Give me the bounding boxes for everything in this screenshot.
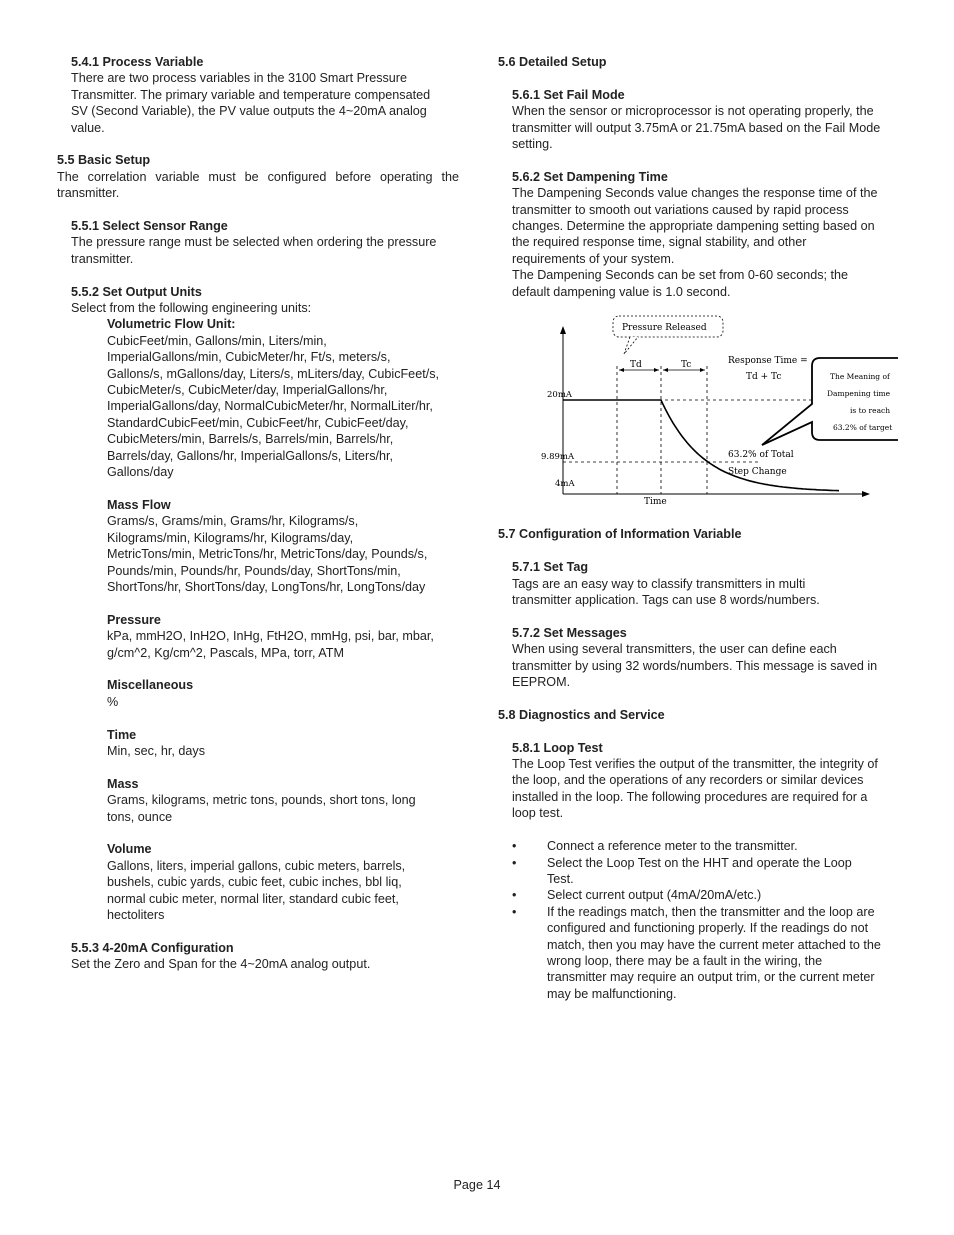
text-line: setting. <box>512 137 553 152</box>
list-item <box>512 838 900 854</box>
unit-group-time <box>107 727 459 760</box>
pressure-released-pointer <box>624 337 638 354</box>
section-5-7-1-body <box>512 576 900 609</box>
text-line: Gallons/day <box>107 465 174 480</box>
y-axis-arrow <box>560 326 566 334</box>
text-line: Transmitter. The primary variable and temperature compensated <box>71 87 431 102</box>
bullet-glyph: • <box>512 855 517 870</box>
text-line: The Loop Test verifies the output of the transmitter, the integrity of <box>512 757 878 772</box>
section-5-6-1-body <box>512 103 900 152</box>
text-line: transmitter application. Tags can use 8 words/numbers. <box>512 593 820 608</box>
section-5-5-1-title: 5.5.1 Select Sensor Range <box>71 219 228 234</box>
text-line: Test. <box>547 871 574 886</box>
text-line: CubicMeter/s, CubicMeter/day, ImperialGallons/hr, <box>107 383 388 398</box>
section-5-5-3-title: 5.5.3 4-20mA Configuration <box>71 940 234 955</box>
unit-group-title: Volume <box>107 842 152 857</box>
section-5-5-title: 5.5 Basic Setup <box>57 153 151 168</box>
section-5-5-3-body: Set the Zero and Span for the 4~20mA analog output. <box>71 957 371 972</box>
text-line: default dampening value is 1.0 second. <box>512 284 731 299</box>
right-column <box>498 54 900 1002</box>
unit-group-title: Mass Flow <box>107 497 171 512</box>
text-line: Grams, kilograms, metric tons, pounds, short tons, long <box>107 793 416 808</box>
y-label-20ma: 20mA <box>547 390 573 401</box>
text-line: requirements of your system. <box>512 251 675 266</box>
text-line: transmitter to smooth out variations caused by rapid process <box>512 202 849 217</box>
unit-group-title: Volumetric Flow Unit: <box>107 317 236 332</box>
text-line: wrong loop, there may be a fault in the wiring, the <box>547 953 823 968</box>
section-5-5-body: The correlation variable must be configured before operating the transmitter. <box>57 169 459 201</box>
x-axis-arrow <box>862 491 870 497</box>
section-5-6-2-title: 5.6.2 Set Dampening Time <box>512 169 668 184</box>
unit-group-miscellaneous <box>107 677 459 710</box>
text-line: loop test. <box>512 806 564 821</box>
y-label-4ma: 4mA <box>555 479 575 490</box>
section-5-6-2-body <box>512 185 900 300</box>
unit-group-mass-flow <box>107 497 459 595</box>
response-curve <box>563 400 839 491</box>
response-time-label: Response Time = <box>728 356 808 367</box>
text-line: transmitter will output 3.75mA or 21.75mA based on the Fail Mode <box>512 120 881 135</box>
text-line: Kilograms/min, Kilograms/hr, Kilograms/day, <box>107 530 354 545</box>
section-5-8-title: 5.8 Diagnostics and Service <box>498 707 665 722</box>
text-line: Min, sec, hr, days <box>107 743 205 758</box>
section-5-7-1-title: 5.7.1 Set Tag <box>512 560 589 575</box>
text-line: g/cm^2, Kg/cm^2, Pascals, MPa, torr, ATM <box>107 645 344 660</box>
text-line: % <box>107 694 119 709</box>
text-line: bushels, cubic yards, cubic feet, cubic inches, bbl liq, <box>107 875 402 890</box>
text-line: ShortTons/hr, ShortTons/day, LongTons/hr, LongTons/day <box>107 579 426 594</box>
text-line: transmitter by using 32 words/numbers. This message is saved in <box>512 658 878 673</box>
callout-line: is to reach <box>850 406 891 416</box>
text-line: CubicMeters/min, Barrels/s, Barrels/min, Barrels/hr, <box>107 432 394 447</box>
tc-arrow-head <box>700 368 705 372</box>
pressure-released-label: Pressure Released <box>622 323 707 334</box>
text-line: Barrels/day, Gallons/hr, ImperialGallons/s, Liters/hr, <box>107 448 394 463</box>
text-line: configured and functioning properly. If the readings do not <box>547 921 869 936</box>
text-line: The pressure range must be selected when ordering the pressure <box>71 235 437 250</box>
section-5-8-1-body <box>512 756 900 822</box>
bullet-glyph: • <box>512 888 517 903</box>
td-arrow-head <box>654 368 659 372</box>
section-5-8-1-title: 5.8.1 Loop Test <box>512 740 603 755</box>
callout-line: Dampening time <box>827 389 891 399</box>
step-change-label: Step Change <box>728 467 787 478</box>
section-5-7-title: 5.7 Configuration of Information Variable <box>498 527 742 542</box>
text-line: MetricTons/min, MetricTons/hr, MetricTons/day, Pounds/s, <box>107 547 428 562</box>
text-line: Select current output (4mA/20mA/etc.) <box>547 888 762 903</box>
unit-group-title: Time <box>107 727 137 742</box>
unit-group-volumetric-flow <box>107 316 459 480</box>
text-line: kPa, mmH2O, InH2O, InHg, FtH2O, mmHg, psi, bar, mbar, <box>107 629 434 644</box>
text-line: Grams/s, Grams/min, Grams/hr, Kilograms/s, <box>107 514 359 529</box>
text-line: Select the Loop Test on the HHT and operate the Loop <box>547 855 852 870</box>
x-label-time: Time <box>644 497 667 508</box>
section-5-5-2-title: 5.5.2 Set Output Units <box>71 284 202 299</box>
text-line: Gallons, liters, imperial gallons, cubic meters, barrels, <box>107 858 406 873</box>
text-line: match, then you may have the current meter attached to the <box>547 937 881 952</box>
section-5-7-2-title: 5.7.2 Set Messages <box>512 625 627 640</box>
text-line: the required response time, signal stability, and other <box>512 235 807 250</box>
bullet-glyph: • <box>512 904 517 919</box>
text-line: transmitter may require an output trim, or the current meter <box>547 970 875 985</box>
text-line: There are two process variables in the 3100 Smart Pressure <box>71 71 407 86</box>
text-line: tons, ounce <box>107 809 173 824</box>
text-line: When using several transmitters, the user can define each <box>512 642 837 657</box>
text-line: Pounds/min, Pounds/hr, Pounds/day, ShortTons/min, <box>107 563 401 578</box>
bullet-glyph: • <box>512 839 517 854</box>
tc-label: Tc <box>681 360 692 371</box>
callout-line: 63.2% of target <box>833 423 893 433</box>
unit-group-title: Miscellaneous <box>107 678 194 693</box>
unit-group-title: Mass <box>107 776 139 791</box>
unit-group-mass <box>107 776 459 825</box>
tc-arrow-head <box>663 368 668 372</box>
text-line: value. <box>71 120 105 135</box>
section-5-4-1-title: 5.4.1 Process Variable <box>71 55 204 69</box>
unit-group-title: Pressure <box>107 612 161 627</box>
text-line: EEPROM. <box>512 675 571 690</box>
section-5-6-1-title: 5.6.1 Set Fail Mode <box>512 87 625 102</box>
response-time-formula: Td + Tc <box>746 372 782 383</box>
text-line: Connect a reference meter to the transmitter. <box>547 839 798 854</box>
unit-group-pressure <box>107 612 459 661</box>
text-line: The Dampening Seconds value changes the response time of the <box>512 186 878 201</box>
list-item <box>512 887 900 903</box>
text-line: installed in the loop. The following procedures are required for a <box>512 789 868 804</box>
section-5-4-1-body <box>71 70 459 136</box>
text-line: transmitter. <box>71 251 134 266</box>
section-5-7-2-body <box>512 641 900 690</box>
text-line: may be malfunctioning. <box>547 986 677 1001</box>
text-line: If the readings match, then the transmitter and the loop are <box>547 904 875 919</box>
text-line: CubicFeet/min, Gallons/min, Liters/min, <box>107 333 327 348</box>
y-label-989ma: 9.89mA <box>541 452 575 463</box>
dampening-diagram <box>518 304 898 510</box>
pct-total-label: 63.2% of Total <box>728 450 794 461</box>
text-line: the loop, and the operations of any recorders or similar devices <box>512 773 864 788</box>
callout-line: The Meaning of <box>830 372 890 382</box>
td-arrow-head <box>619 368 624 372</box>
text-line: StandardCubicFeet/min, CubicFeet/hr, CubicFeet/day, <box>107 415 409 430</box>
left-column <box>57 54 459 973</box>
text-line: ImperialGallons/day, NormalCubicMeter/hr, NormalLiter/hr, <box>107 399 433 414</box>
page-number: Page 14 <box>453 1178 501 1192</box>
unit-group-volume <box>107 841 459 923</box>
text-line: hectoliters <box>107 907 165 922</box>
section-5-5-2-intro: Select from the following engineering units: <box>71 301 312 316</box>
text-line: changes. Determine the appropriate dampening setting based on <box>512 219 875 234</box>
dampening-diagram-svg <box>518 304 898 510</box>
list-item <box>512 904 900 1002</box>
text-line: normal cubic meter, normal liter, standard cubic feet, <box>107 891 399 906</box>
text-line: When the sensor or microprocessor is not operating properly, the <box>512 104 874 119</box>
list-item <box>512 855 900 888</box>
section-5-6-title: 5.6 Detailed Setup <box>498 55 607 69</box>
text-line: Gallons/s, mGallons/day, Liters/s, mLiters/day, CubicFeet/s, <box>107 366 439 381</box>
text-line: Tags are an easy way to classify transmitters in multi <box>512 576 806 591</box>
text-line: The Dampening Seconds can be set from 0-60 seconds; the <box>512 268 849 283</box>
section-5-5-1-body <box>71 234 459 267</box>
td-label: Td <box>630 360 642 371</box>
text-line: SV (Second Variable), the PV value outputs the 4~20mA analog <box>71 104 427 119</box>
text-line: ImperialGallons/min, CubicMeter/hr, Ft/s, meters/s, <box>107 350 391 365</box>
loop-test-steps <box>498 838 900 1002</box>
